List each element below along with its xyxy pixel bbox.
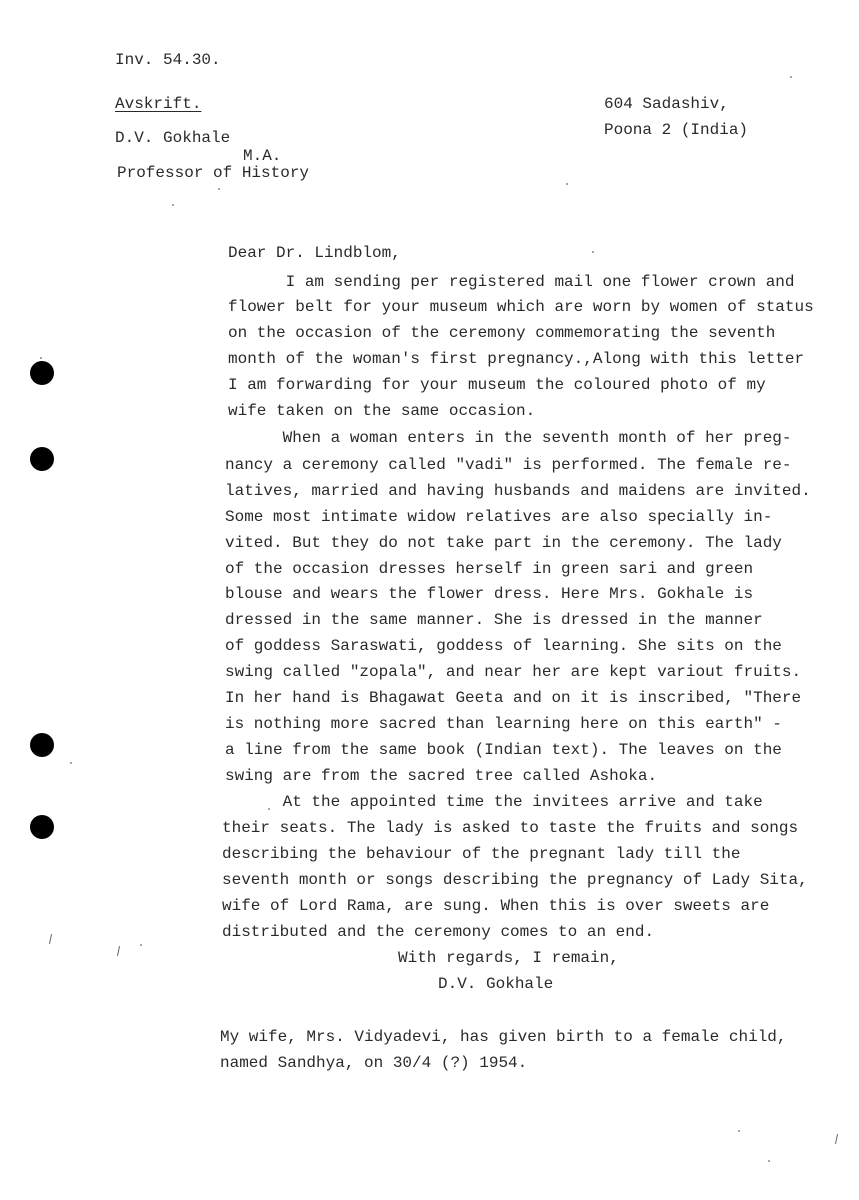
paper-speck bbox=[40, 357, 42, 359]
stray-pen-mark bbox=[835, 1134, 838, 1144]
body-line: wife of Lord Rama, are sung. When this is over sweets are bbox=[222, 897, 770, 915]
sender-name: D.V. Gokhale bbox=[115, 129, 231, 147]
body-line: swing called "zopala", and near her are kept variout fruits. bbox=[225, 663, 802, 681]
address-line-1: 604 Sadashiv, bbox=[604, 95, 729, 113]
body-line: dressed in the same manner. She is dressed in the manner bbox=[225, 611, 763, 629]
body-line: distributed and the ceremony comes to an end. bbox=[222, 923, 655, 941]
paper-speck bbox=[592, 251, 594, 253]
body-line: a line from the same book (Indian text). The leaves on the bbox=[225, 741, 782, 759]
salutation: Dear Dr. Lindblom, bbox=[228, 244, 401, 262]
paper-speck bbox=[738, 1130, 740, 1132]
body-line: At the appointed time the invitees arrive and take bbox=[225, 793, 763, 811]
body-line: When a woman enters in the seventh month of her preg- bbox=[225, 429, 792, 447]
paper-speck bbox=[70, 762, 72, 764]
body-line: seventh month or songs describing the pregnancy of Lady Sita, bbox=[222, 871, 808, 889]
punch-hole bbox=[30, 815, 54, 839]
paper-speck bbox=[566, 183, 568, 185]
body-line: describing the behaviour of the pregnant lady till the bbox=[222, 845, 741, 863]
punch-hole bbox=[30, 361, 54, 385]
body-line: wife taken on the same occasion. bbox=[228, 402, 536, 420]
body-line: swing are from the sacred tree called Ashoka. bbox=[225, 767, 658, 785]
body-line: of goddess Saraswati, goddess of learning. She sits on the bbox=[225, 637, 782, 655]
body-line: is nothing more sacred than learning here on this earth" - bbox=[225, 715, 782, 733]
punch-hole bbox=[30, 447, 54, 471]
body-line: nancy a ceremony called "vadi" is performed. The female re- bbox=[225, 456, 792, 474]
body-line: month of the woman's first pregnancy.,Along with this letter bbox=[228, 350, 805, 368]
stray-pen-mark bbox=[117, 946, 120, 956]
body-line: Some most intimate widow relatives are also specially in- bbox=[225, 508, 773, 526]
body-line: of the occasion dresses herself in green sari and green bbox=[225, 560, 754, 578]
address-line-2: Poona 2 (India) bbox=[604, 121, 749, 139]
avskrift-label: Avskrift. bbox=[115, 95, 202, 113]
body-line: I am forwarding for your museum the coloured photo of my bbox=[228, 376, 766, 394]
body-line: their seats. The lady is asked to taste the fruits and songs bbox=[222, 819, 799, 837]
sender-degree: M.A. bbox=[243, 147, 282, 165]
body-line: flower belt for your museum which are worn by women of status bbox=[228, 298, 814, 316]
paper-speck bbox=[218, 188, 220, 190]
inventory-number: Inv. 54.30. bbox=[115, 51, 221, 69]
signature: D.V. Gokhale bbox=[438, 975, 554, 993]
closing: With regards, I remain, bbox=[398, 949, 619, 967]
postscript-line: My wife, Mrs. Vidyadevi, has given birth to a female child, bbox=[220, 1028, 787, 1046]
postscript-line: named Sandhya, on 30/4 (?) 1954. bbox=[220, 1054, 528, 1072]
punch-hole bbox=[30, 733, 54, 757]
paper-speck bbox=[140, 944, 142, 946]
paper-speck bbox=[790, 76, 792, 78]
paper-speck bbox=[768, 1160, 770, 1162]
body-line: vited. But they do not take part in the ceremony. The lady bbox=[225, 534, 782, 552]
sender-title: Professor of History bbox=[117, 164, 310, 182]
paper-speck bbox=[172, 204, 174, 206]
body-line: In her hand is Bhagawat Geeta and on it is inscribed, "There bbox=[225, 689, 802, 707]
body-line: on the occasion of the ceremony commemorating the seventh bbox=[228, 324, 776, 342]
body-line: blouse and wears the flower dress. Here Mrs. Gokhale is bbox=[225, 585, 754, 603]
body-line: latives, married and having husbands and maidens are invited. bbox=[225, 482, 811, 500]
body-line: I am sending per registered mail one flower crown and bbox=[228, 273, 795, 291]
stray-pen-mark bbox=[49, 934, 52, 944]
